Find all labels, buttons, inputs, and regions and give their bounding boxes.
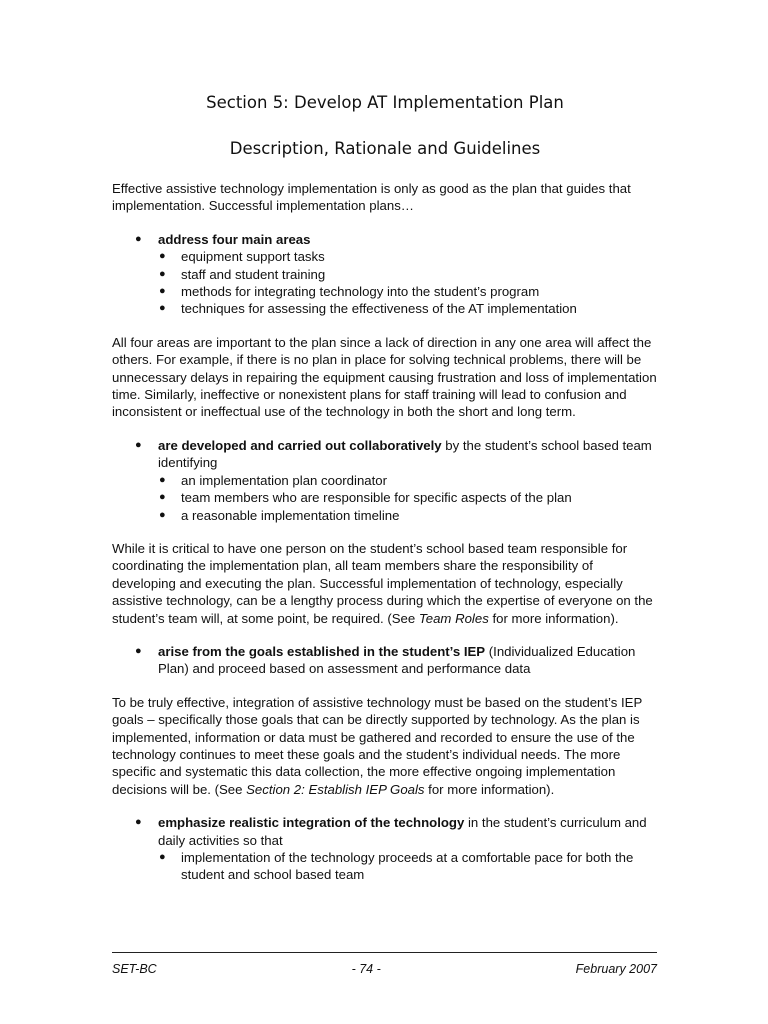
sub-item-text: a reasonable implementation timeline (181, 507, 400, 523)
paragraph-1: All four areas are important to the plan since a lack of direction in any one area will affect the others. For example, if there is no plan in place for solving technical problems, there will be unnecessary delays in repairing the equipment causing frustration and loss of implementation time. Similarly, ineffective or nonexistent plans for staff training will lead to confusion and inconsistent or ineffectual use of the technology in both the short and long term. (112, 334, 657, 420)
document-page (112, 0, 658, 1024)
bullet-label-rest: (Individualized Education Plan) and proceed based on assessment and performance data (158, 643, 636, 677)
bullet-icon: ● (159, 473, 166, 486)
bullet-list-4 (112, 814, 658, 884)
sub-item-text: methods for integrating technology into the student’s program (181, 284, 540, 300)
sub-list-item (158, 283, 658, 300)
bullet-icon: ● (135, 644, 142, 657)
list-item (112, 814, 658, 884)
list-item (112, 437, 658, 524)
sub-list (158, 849, 658, 884)
sub-list-item (158, 266, 658, 283)
sub-list-item (158, 472, 658, 489)
bullet-icon: ● (159, 491, 166, 504)
sub-list-item (158, 248, 658, 265)
bullet-icon: ● (159, 851, 166, 863)
sub-list (158, 472, 658, 524)
bullet-icon: ● (159, 267, 166, 280)
paragraph-text: While it is critical to have one person on the student’s school based team responsible for coordinating the implementation plan, all team members share the responsibility of developing and executing the plan. Successful implementation of technology, especially assistive technology, can be a lengthy process during which the expertise of everyone on the student’s team will, at some point, be required. (See (112, 540, 653, 626)
bullet-icon: ● (135, 438, 142, 451)
paragraph-2 (112, 540, 658, 627)
bullet-icon: ● (135, 232, 142, 245)
sub-item-text: techniques for assessing the effectiveness of the AT implementation (181, 301, 577, 317)
footer-org: SET-BC (112, 962, 157, 976)
cross-reference: Section 2: Establish IEP Goals (246, 781, 425, 797)
sub-item-text: staff and student training (181, 266, 326, 282)
sub-item-text: equipment support tasks (181, 249, 325, 265)
paragraph-text: To be truly effective, integration of assistive technology must be based on the student’s IEP goals – specifically those goals that can be directly supported by technology. As the plan is implemented, information or data must be gathered and recorded to ensure the use of the technology continues to meet these goals and the student’s individual needs. The more specific and systematic this data collection, the more effective ongoing implementation decisions will be. (See (112, 694, 643, 797)
bullet-label-rest: in the student’s curriculum and daily activities so that (158, 815, 647, 848)
paragraph-3 (112, 694, 658, 798)
list-item (112, 231, 658, 318)
bullet-icon: ● (159, 250, 166, 263)
intro-paragraph: Effective assistive technology implementation is only as good as the plan that guides that implementation. Successful implementation plans… (112, 181, 631, 214)
bullet-label-bold: are developed and carried out collaboratively (158, 437, 442, 453)
page-number: - 74 - (351, 962, 381, 976)
bullet-list-3 (112, 643, 658, 678)
bullet-list-2 (112, 437, 658, 524)
sub-item-text: team members who are responsible for specific aspects of the plan (181, 490, 572, 506)
bullet-label: address four main areas (158, 231, 311, 247)
body-text (112, 180, 658, 900)
bullet-list-1 (112, 231, 658, 318)
page-footer (112, 962, 657, 976)
section-subtitle: Description, Rationale and Guidelines (229, 139, 541, 158)
bullet-label-bold: arise from the goals established in the student’s IEP (158, 643, 486, 659)
sub-list-item (158, 507, 658, 524)
cross-reference: Team Roles (418, 610, 489, 626)
bullet-label-bold: emphasize realistic integration of the technology (158, 815, 465, 831)
bullet-icon: ● (159, 302, 166, 315)
section-title: Section 5: Develop AT Implementation Plan (206, 93, 564, 112)
bullet-icon: ● (159, 285, 166, 298)
paragraph-text: for more information). (424, 781, 555, 797)
bullet-icon: ● (135, 816, 142, 829)
footer-date: February 2007 (575, 962, 657, 976)
sub-list-item (158, 489, 658, 506)
sub-list-item (158, 849, 658, 884)
list-item (112, 643, 658, 678)
sub-list-item (158, 300, 658, 317)
bullet-label-rest: by the student’s school based team identifying (158, 437, 652, 471)
paragraph-text: for more information). (488, 610, 619, 626)
footer-divider (112, 952, 657, 953)
sub-item-text: an implementation plan coordinator (181, 472, 387, 488)
bullet-icon: ● (159, 508, 166, 521)
sub-item-text: implementation of the technology proceeds at a comfortable pace for both the student and school based team (181, 850, 634, 883)
sub-list (158, 248, 658, 318)
